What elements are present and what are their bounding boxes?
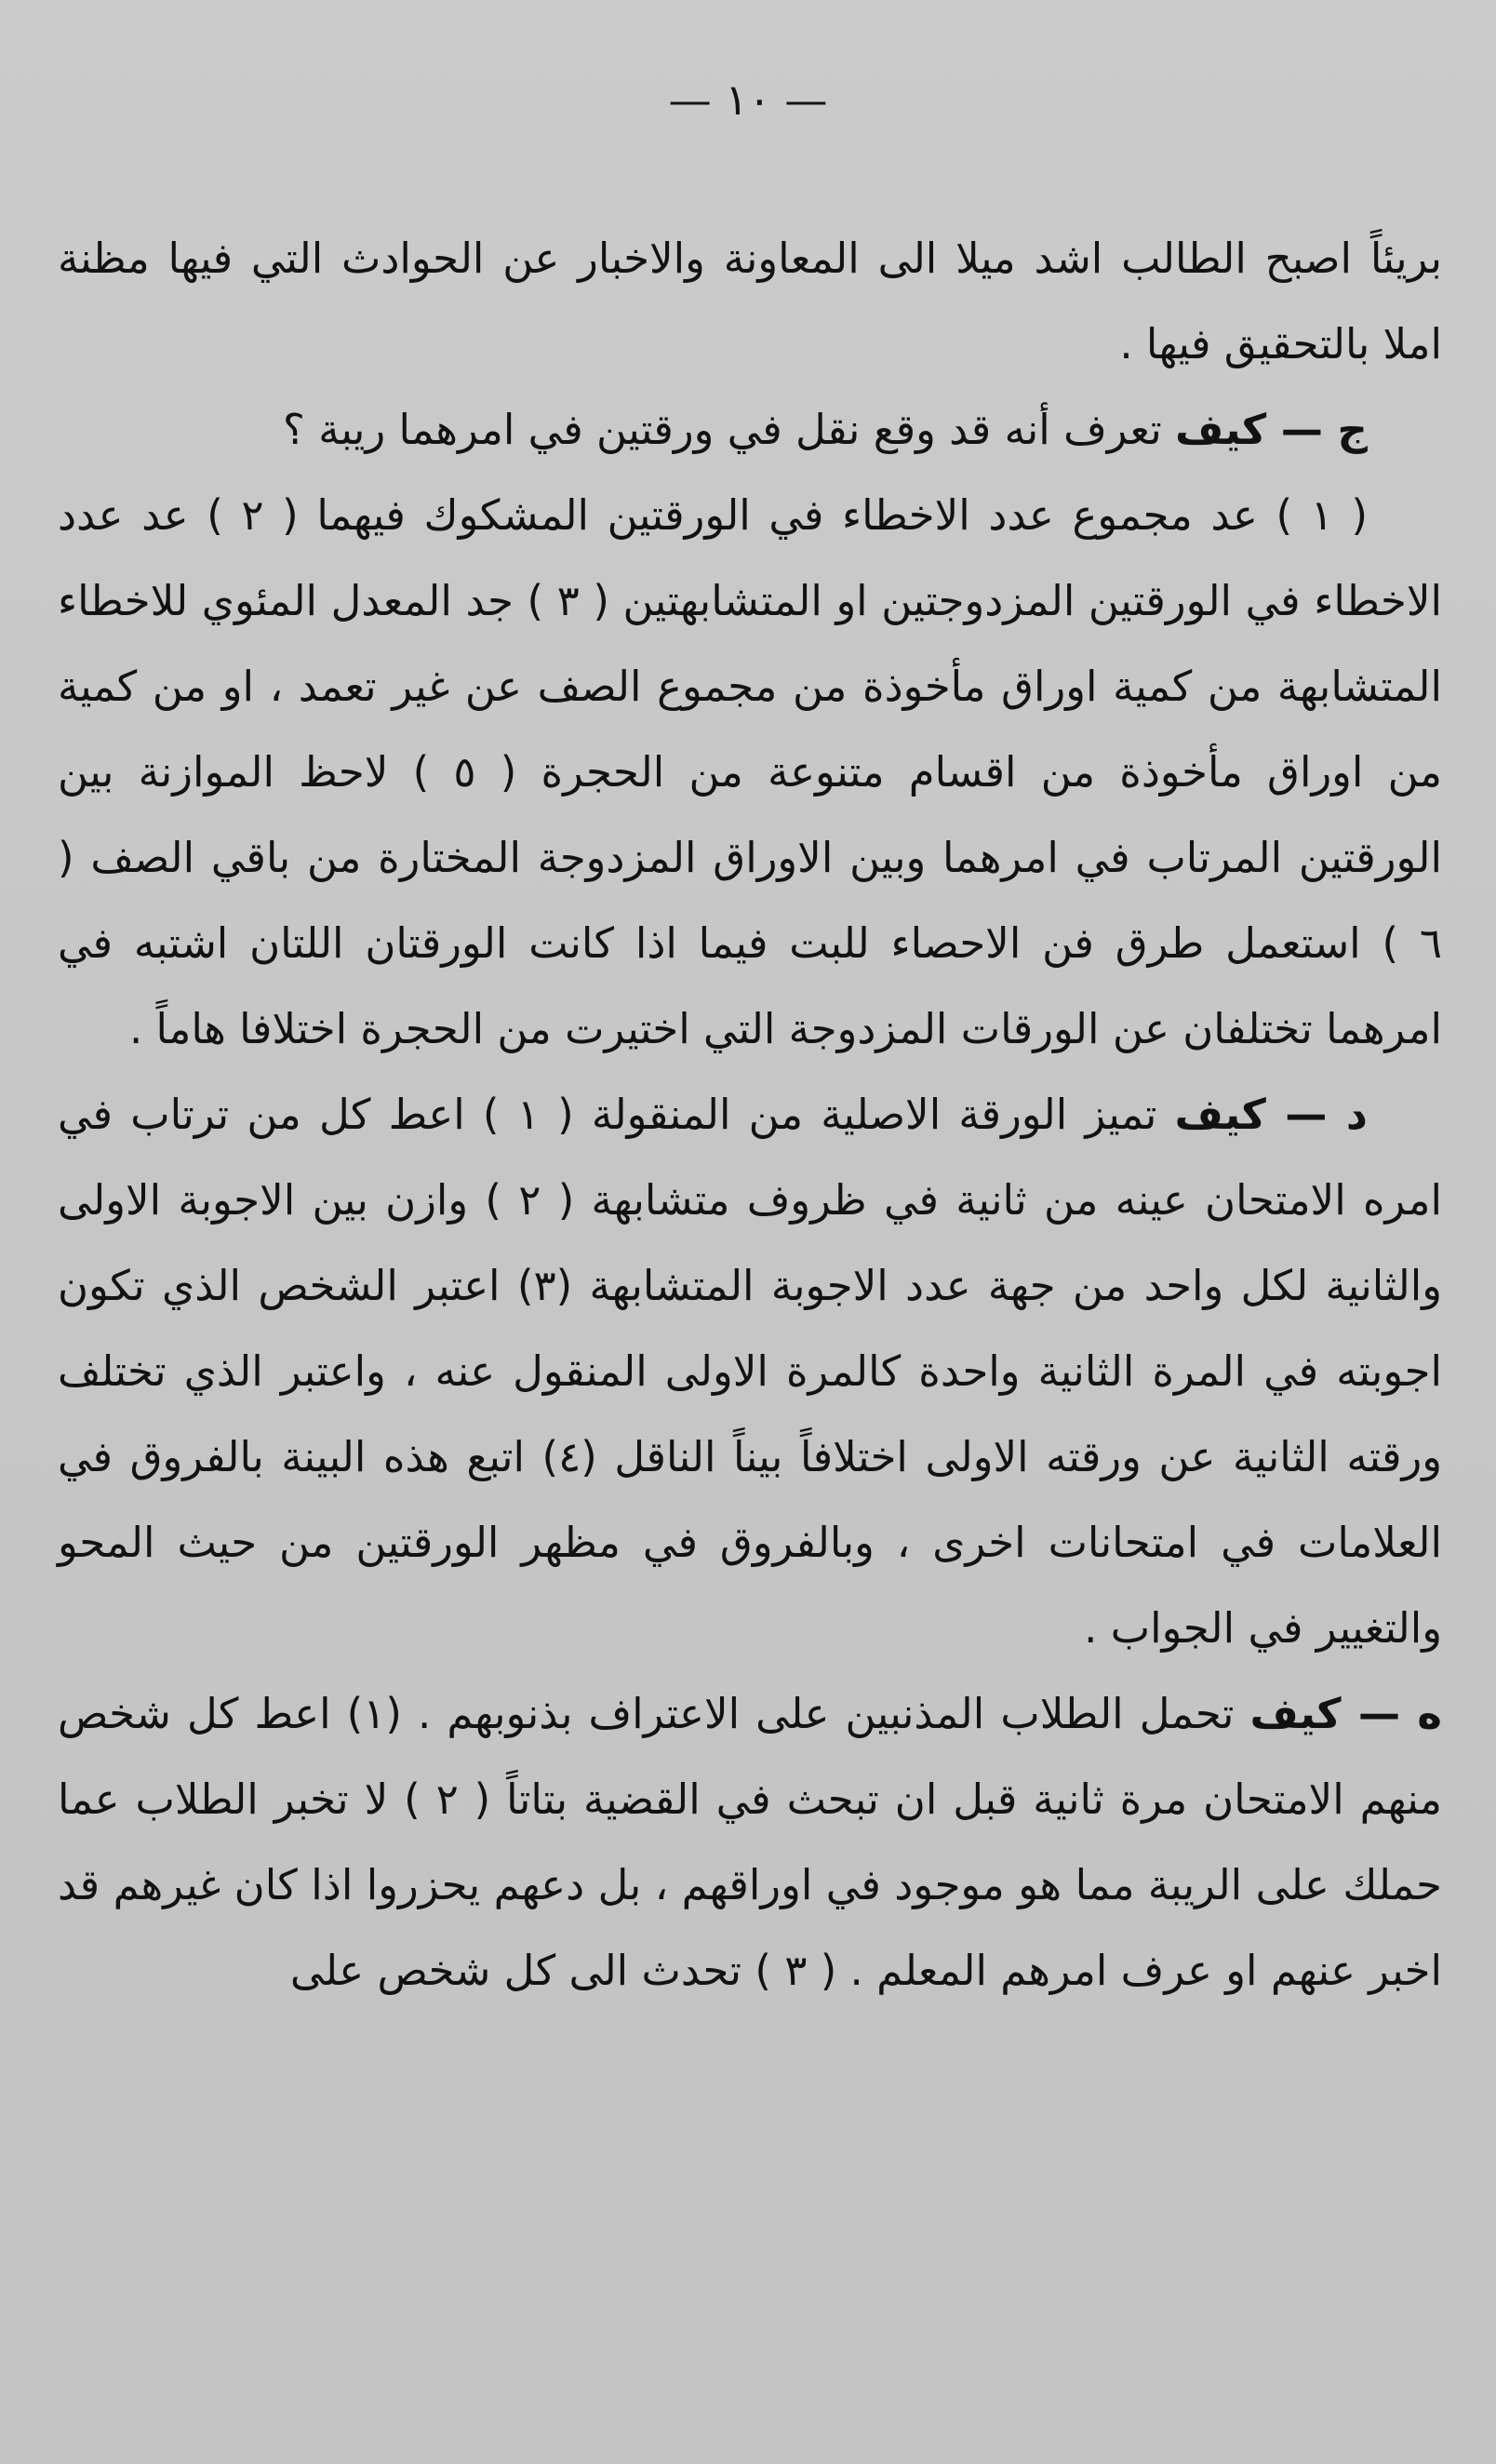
question-lead: ج — كيف xyxy=(1175,405,1368,454)
question-lead: ه — كيف xyxy=(1249,1689,1442,1738)
paragraph-1 xyxy=(58,216,1442,387)
paragraph-text: بريئاً اصبح الطالب اشد ميلا الى المعاونة والاخبار عن الحوادث التي فيها مظنة املا بالتحقيق فيها . xyxy=(58,234,1442,368)
paragraph-5 xyxy=(58,1671,1442,2014)
page-number: — ١٠ — xyxy=(668,74,828,125)
paragraph-text: تعرف أنه قد وقع نقل في ورقتين في امرهما ريبة ؟ xyxy=(283,405,1176,454)
paragraph-text: تحمل الطلاب المذنبين على الاعتراف بذنوبهم . (١) اعط كل شخص منهم الامتحان مرة ثانية قبل ان تبحث في القضية بتاتاً ( ٢ ) لا تخبر الطلاب عما حملك على الريبة مما هو موجود في اوراقهم ، بل دعهم يحزروا اذا كان غيرهم قد اخبر عنهم او عرف امرهم المعلم . ( ٣ ) تحدث الى كل شخص على xyxy=(58,1689,1442,1995)
paragraph-text: ( ١ ) عد مجموع عدد الاخطاء في الورقتين المشكوك فيهما ( ٢ ) عد عدد الاخطاء في الورقتين المزدوجتين او المتشابهتين ( ٣ ) جد المعدل المئوي للاخطاء المتشابهة من كمية اوراق مأخوذة من مجموع الصف عن غير تعمد ، او من كمية من اوراق مأخوذة من اقسام متنوعة من الحجرة ( ٥ ) لاحظ الموازنة بين الورقتين المرتاب في امرهما وبين الاوراق المزدوجة المختارة من باقي الصف ( ٦ ) استعمل طرق فن الاحصاء للبت فيما اذا كانت الورقتان اللتان اشتبه في امرهما تختلفان عن الورقات المزدوجة التي اختيرت من الحجرة اختلافا هاماً . xyxy=(58,490,1442,1053)
body-text xyxy=(58,216,1442,2014)
paragraph-4 xyxy=(58,1072,1442,1671)
paragraph-text: تميز الورقة الاصلية من المنقولة ( ١ ) اعط كل من ترتاب في امره الامتحان عينه من ثانية في ظروف متشابهة ( ٢ ) وازن بين الاجوبة الاولى والثانية لكل واحد من جهة عدد الاجوبة المتشابهة (٣) اعتبر الشخص الذي تكون اجوبته في المرة الثانية واحدة كالمرة الاولى المنقول عنه ، واعتبر الذي تختلف ورقته الثانية عن ورقته الاولى اختلافاً بيناً الناقل (٤) اتبع هذه البينة بالفروق في العلامات في امتحانات اخرى ، وبالفروق في مظهر الورقتين من حيث المحو والتغيير في الجواب . xyxy=(58,1090,1443,1653)
paragraph-2 xyxy=(58,387,1442,473)
question-lead: د — كيف xyxy=(1174,1090,1368,1139)
paragraph-3 xyxy=(58,473,1442,1072)
